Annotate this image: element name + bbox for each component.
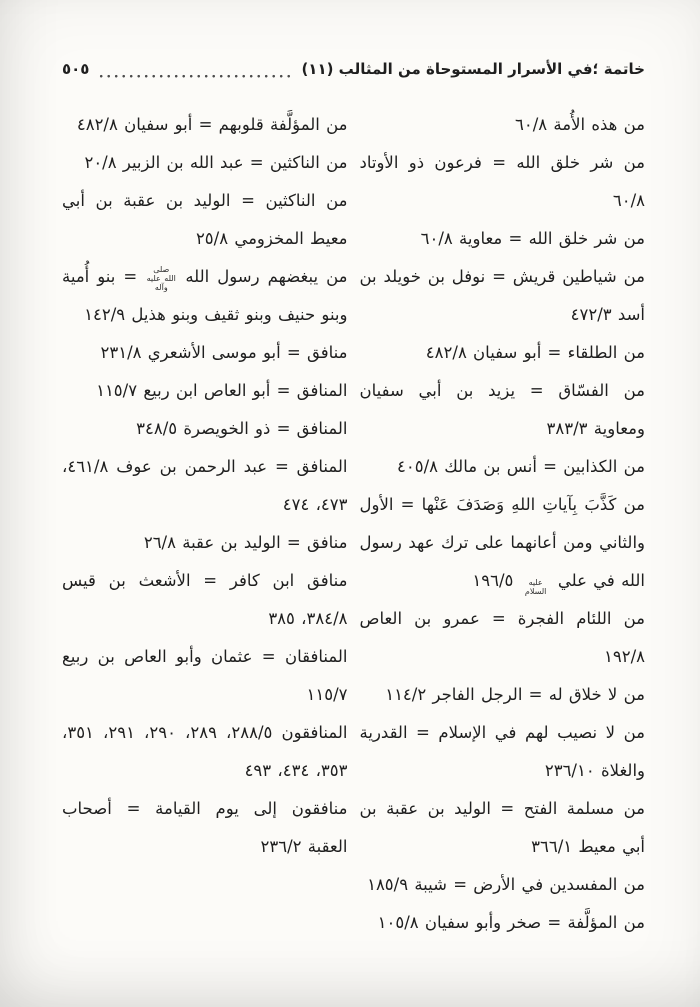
index-entry: من الطلقاء = أبو سفيان ٤٨٢/٨: [425, 343, 645, 362]
index-entry: من اللئام الفجرة = عمرو بن العاص ١٩٢/٨: [359, 609, 645, 666]
index-column-left: [62, 106, 348, 942]
page-header: [62, 56, 645, 82]
index-entry: من شر خلق الله = فرعون ذو الأوتاد ٦٠/٨: [359, 153, 645, 210]
index-entry: من الناكثين = الوليد بن عقبة بن أبي معيط المخزومي ٢٥/٨: [62, 191, 348, 248]
index-entry: المنافقان = عثمان وأبو العاص بن ربيع ١١٥/٧: [62, 647, 348, 704]
index-entry: من شر خلق الله = معاوية ٦٠/٨: [420, 229, 645, 248]
index-entry: منافق = أبو موسى الأشعري ٢٣١/٨: [100, 343, 348, 362]
honorific-mark: عليه السلام: [524, 578, 547, 596]
index-entry: من يبغضهم رسول الله صلى الله عليه وآله = بنو أُمية وبنو حنيف وبنو ثقيف وبنو هذيل ١٤٢/٩: [62, 265, 348, 324]
index-entry: من المؤلَّفة قلوبهم = أبو سفيان ٤٨٢/٨: [76, 115, 348, 134]
index-entry: منافقون إلى يوم القيامة = أصحاب العقبة ٢٣٦/٢: [62, 799, 348, 856]
chapter-title: خاتمة ؛في الأسرار المستوحاة من المثالب (١١): [301, 60, 645, 78]
index-columns: [62, 106, 645, 942]
index-entry: المنافق = أبو العاص ابن ربيع ١١٥/٧: [96, 381, 348, 400]
index-entry: من شياطين قريش = نوفل بن خويلد بن أسد ٤٧٢/٣: [359, 267, 645, 324]
dot-leader: [99, 74, 291, 79]
index-entry: من المفسدين في الأرض = شيبة ١٨٥/٩: [367, 875, 645, 894]
index-entry: منافق ابن كافر = الأشعث بن قيس ٣٨٤/٨، ٣٨٥: [62, 571, 348, 628]
index-entry: من الناكثين = عبد الله بن الزبير ٢٠/٨: [84, 153, 348, 172]
index-entry: من الكذابين = أنس بن مالك ٤٠٥/٨: [397, 457, 645, 476]
page-number: ٥٠٥: [62, 60, 90, 78]
index-entry: المنافق = عبد الرحمن بن عوف ٤٦١/٨، ٤٧٣، ٤٧٤: [62, 457, 348, 514]
index-entry: المنافق = ذو الخويصرة ٣٤٨/٥: [136, 419, 348, 438]
index-entry: من مسلمة الفتح = الوليد بن عقبة بن أبي معيط ٣٦٦/١: [359, 799, 645, 856]
index-entry: المنافقون ٢٨٨/٥، ٢٨٩، ٢٩٠، ٢٩١، ٣٥١، ٣٥٣، ٤٣٤، ٤٩٣: [62, 723, 348, 780]
index-entry: من كَذَّبَ بِآياتِ اللهِ وَصَدَفَ عَنْها = الأول والثاني ومن أعانهما على ترك عهد رسول الله في علي عليه السلام ١٩٦/٥: [359, 495, 645, 596]
index-entry: من الفسّاق = يزيد بن أبي سفيان ومعاوية ٣٨٣/٣: [359, 381, 645, 438]
index-column-right: [360, 106, 646, 942]
index-entry: منافق = الوليد بن عقبة ٢٦/٨: [143, 533, 348, 552]
index-entry: من هذه الأُمة ٦٠/٨: [515, 115, 645, 134]
index-entry: من لا خلاق له = الرجل الفاجر ١١٤/٢: [385, 685, 645, 704]
index-entry: من لا نصيب لهم في الإسلام = القدرية والغلاة ٢٣٦/١٠: [359, 723, 645, 780]
index-entry: من المؤلَّفة = صخر وأبو سفيان ١٠٥/٨: [377, 913, 645, 932]
honorific-mark: صلى الله عليه وآله: [146, 265, 176, 292]
